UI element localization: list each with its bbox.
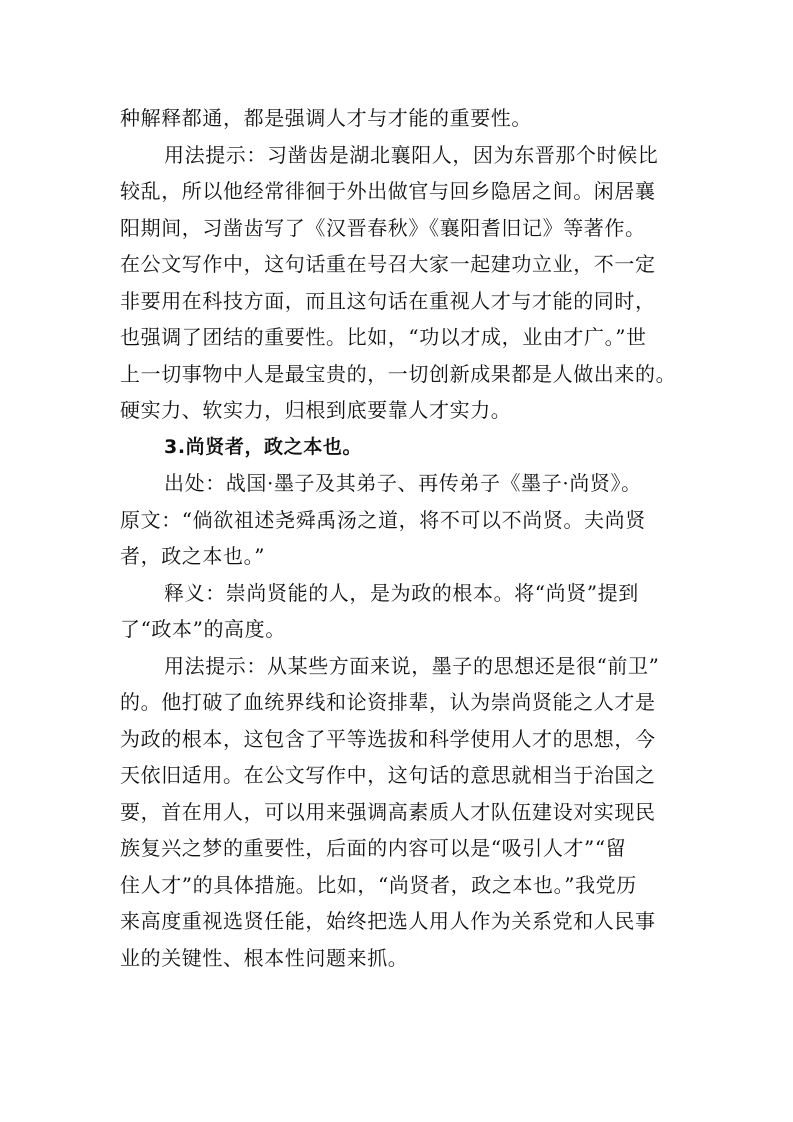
- text-line: 天依旧适用。在公文写作中，这句话的意思就相当于治国之: [120, 763, 656, 787]
- text-line: 的。他打破了血统界线和论资排辈，认为崇尚贤能之人才是: [120, 690, 656, 714]
- text-line: 者，政之本也。”: [120, 544, 266, 568]
- text-line: 也强调了团结的重要性。比如，“功以才成，业由才广。”世: [120, 325, 647, 349]
- text-line: 出处：战国·墨子及其弟子、再传弟子《墨子·尚贤》。: [164, 471, 642, 495]
- text-line: 住人才”的具体措施。比如，“尚贤者，政之本也。”我党历: [120, 872, 637, 897]
- text-line: 业的关键性、根本性问题来抓。: [120, 945, 409, 970]
- text-line: 族复兴之梦的重要性，后面的内容可以是“吸引人才”“留: [120, 836, 627, 860]
- text-line: 用法提示：习凿齿是湖北襄阳人，因为东晋那个时候比: [164, 142, 659, 167]
- text-line: 来高度重视选贤任能，始终把选人用人作为关系党和人民事: [120, 909, 656, 933]
- text-line: 为政的根本，这包含了平等选拔和科学使用人才的思想，今: [120, 726, 656, 751]
- text-line: 释义：崇尚贤能的人，是为政的根本。将“尚贤”提到: [164, 580, 639, 605]
- text-line: 种解释都通，都是强调人才与才能的重要性。: [120, 106, 532, 130]
- body-text: [120, 100, 690, 976]
- text-line: 了“政本”的高度。: [120, 617, 286, 641]
- text-line: 阳期间，习凿齿写了《汉晋春秋》《襄阳耆旧记》等著作。: [120, 215, 646, 240]
- text-line: 非要用在科技方面，而且这句话在重视人才与才能的同时，: [120, 288, 656, 313]
- text-line: 较乱，所以他经常徘徊于外出做官与回乡隐居之间。闲居襄: [120, 179, 656, 203]
- section-heading: 3.尚贤者，政之本也。: [164, 435, 363, 458]
- text-line: 上一切事物中人是最宝贵的，一切创新成果都是人做出来的。: [120, 361, 677, 386]
- text-line: 用法提示：从某些方面来说，墨子的思想还是很“前卫”: [164, 653, 660, 678]
- text-line: 硬实力、软实力，归根到底要靠人才实力。: [120, 398, 512, 422]
- text-line: 要，首在用人，可以用来强调高素质人才队伍建设对实现民: [120, 799, 656, 824]
- text-line: 原文：“倘欲祖述尧舜禹汤之道，将不可以不尚贤。夫尚贤: [120, 507, 646, 532]
- text-line: 在公文写作中，这句话重在号召大家一起建功立业，不一定: [120, 252, 656, 276]
